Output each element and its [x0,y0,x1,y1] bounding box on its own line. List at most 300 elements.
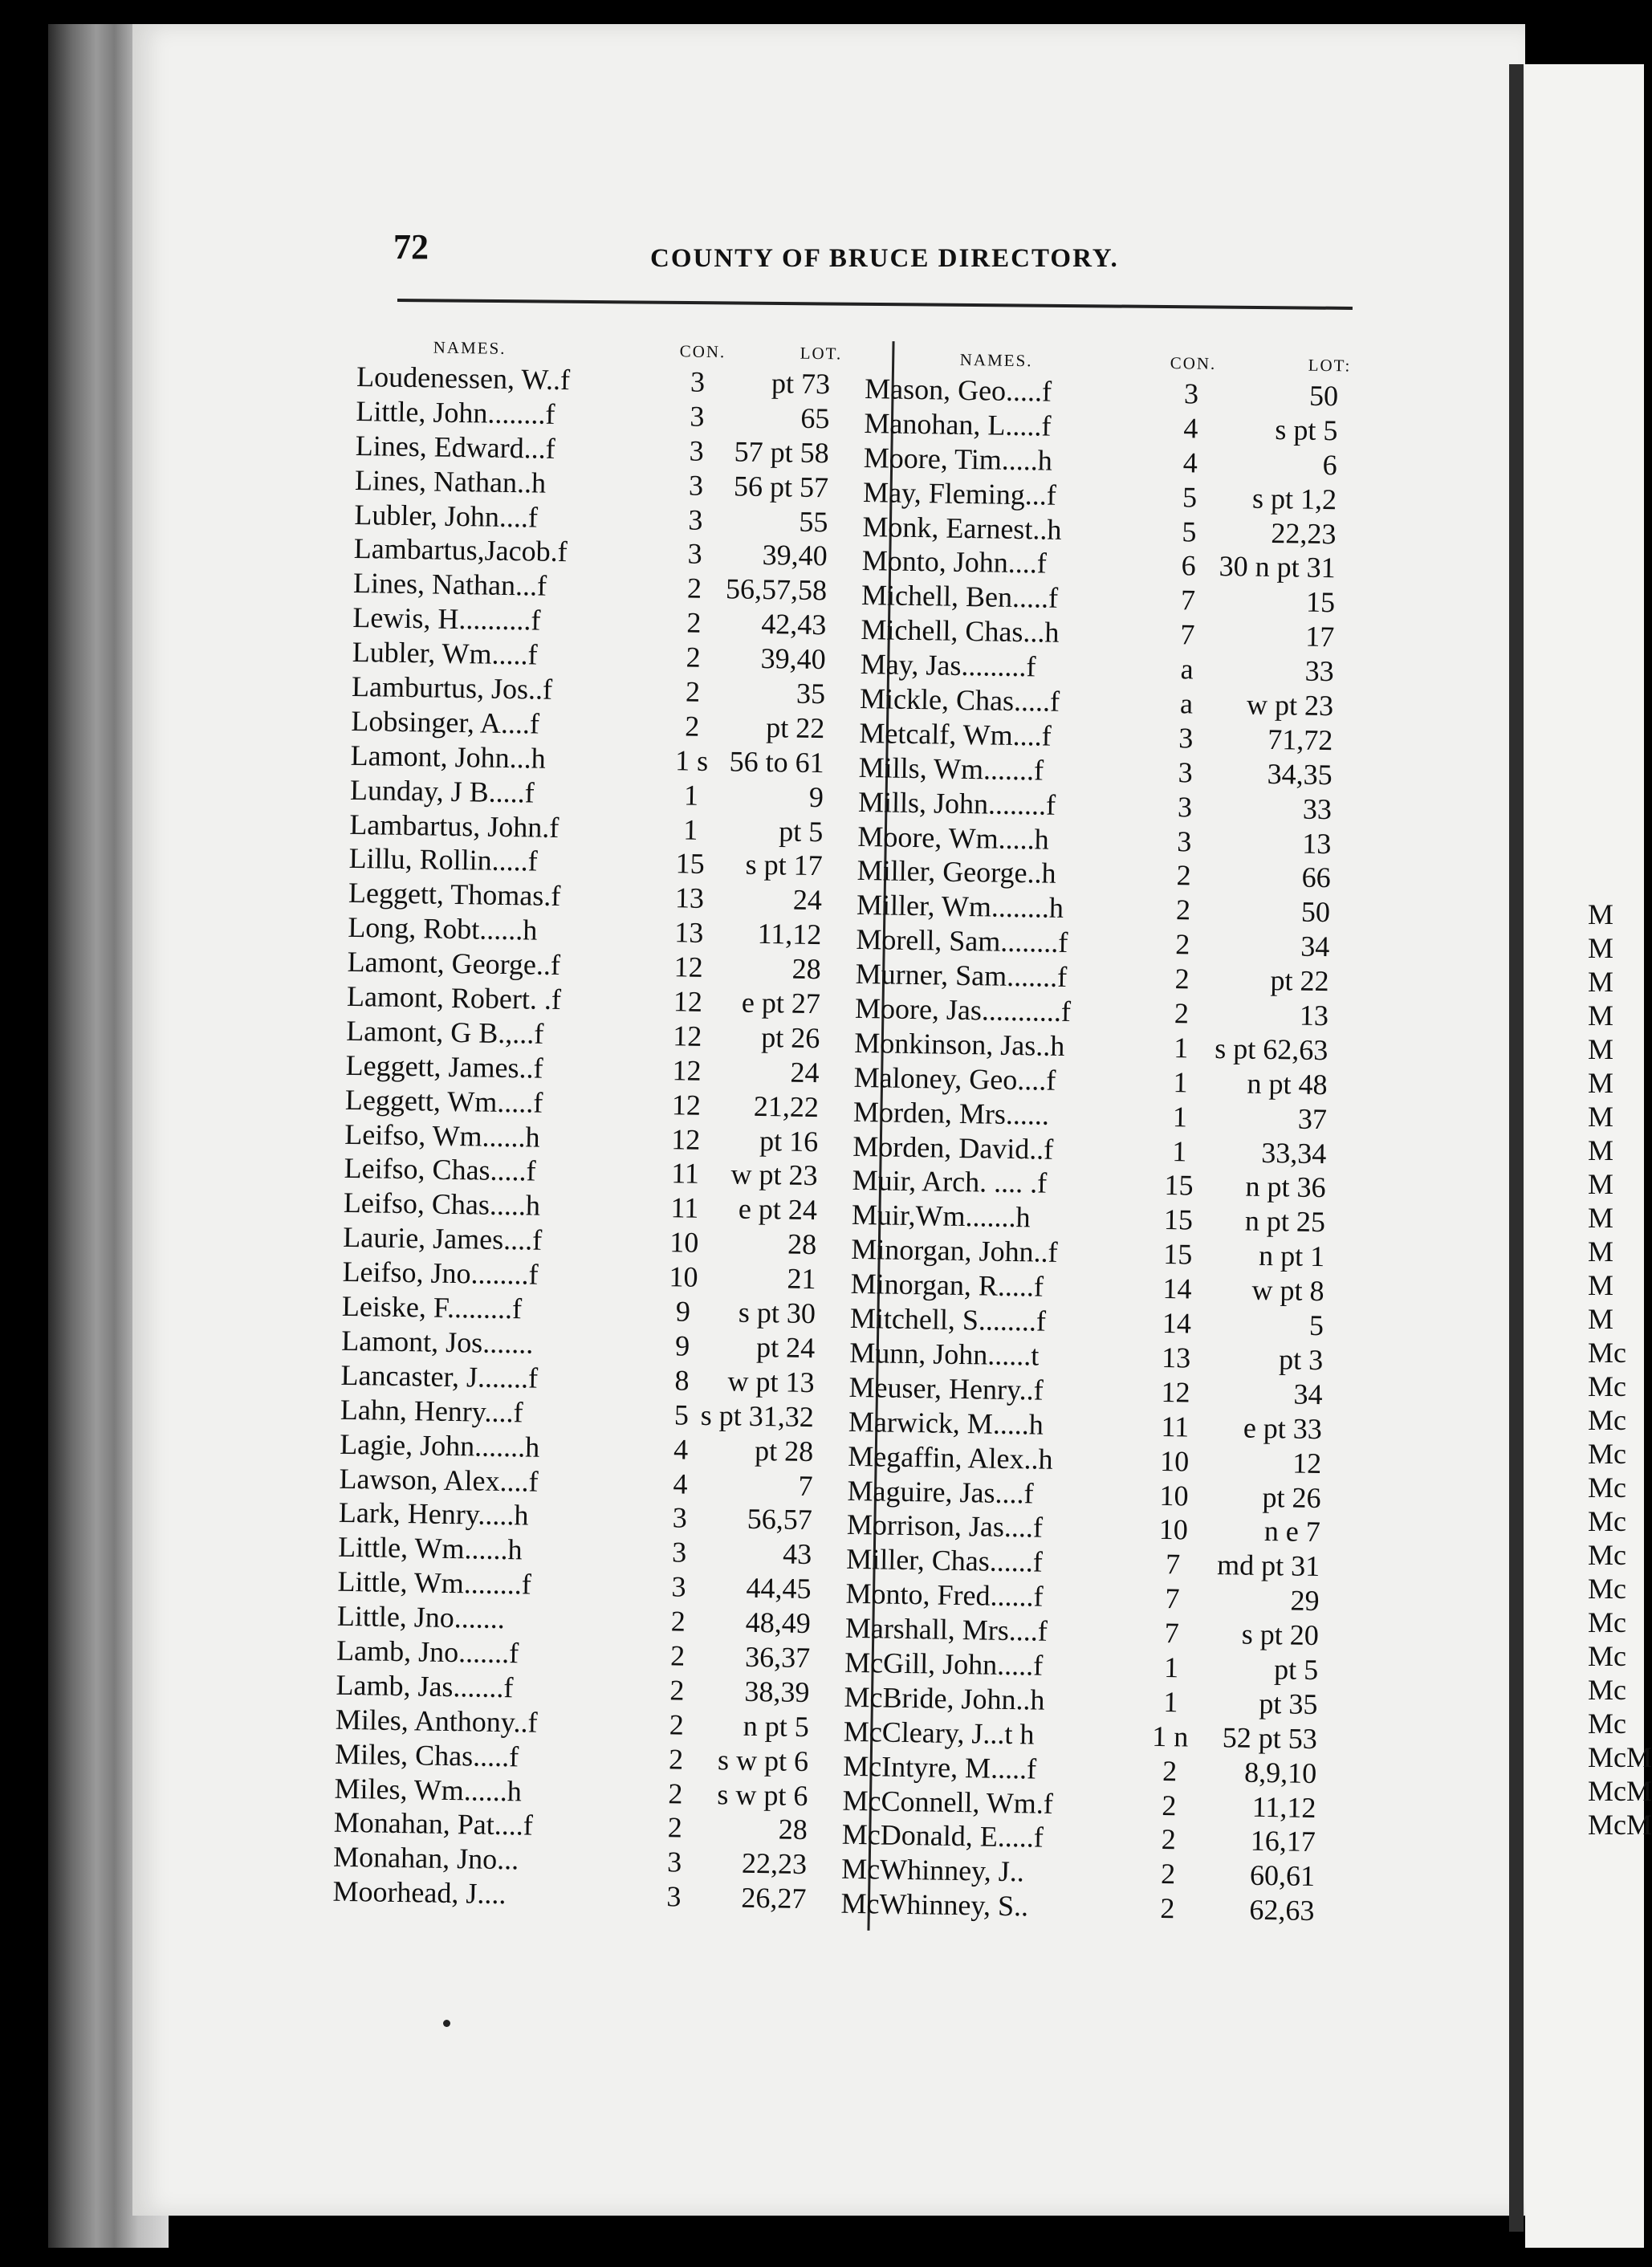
facing-page-fragment: M [1588,1067,1614,1099]
entry-lot: 55 [799,505,828,538]
facing-page-fragment: M [1588,966,1614,998]
entry-con: 6 [1181,549,1197,582]
entry-name: Loudenessen, W..f [356,360,571,397]
entry-con: 10 [1159,1479,1189,1512]
entry-con: 2 [686,641,702,674]
entry-lot: 56,57,58 [725,572,828,607]
facing-page-fragment: M [1588,1202,1614,1234]
entry-lot: pt 26 [1262,1480,1321,1514]
entry-lot: 50 [1300,895,1331,929]
entry-con: 3 [688,503,703,536]
entry-name: Monto, John....f [861,544,1048,580]
entry-con: 7 [1180,618,1195,651]
entry-con: 3 [666,1846,682,1878]
entry-name: Morell, Sam........f [856,923,1068,959]
entry-lot: pt 28 [754,1434,814,1467]
entry-lot: 33 [1302,792,1333,825]
entry-lot: pt 24 [755,1330,816,1365]
facing-page-fragment: M [1588,1269,1614,1301]
entry-name: Lobsinger, A....f [351,704,540,740]
entry-con: 2 [1162,1754,1178,1787]
entry-lot: 42,43 [761,608,827,641]
entry-name: McGill, John.....f [844,1646,1044,1682]
entry-name: Little, Wm........f [337,1565,532,1601]
entry-lot: n pt 25 [1244,1204,1326,1239]
entry-lot: 38,39 [744,1675,810,1708]
facing-page-fragment: M [1588,1168,1614,1200]
entry-name: Moore, Wm.....h [857,820,1049,856]
entry-name: Mills, Wm.......f [858,751,1044,787]
entry-name: Leggett, James..f [345,1048,543,1085]
entry-lot: 28 [778,1813,808,1846]
entry-con: 2 [667,1811,683,1844]
entry-con: 3 [687,537,703,571]
entry-con: 7 [1165,1548,1181,1581]
entry-con: 2 [670,1605,686,1638]
entry-lot: pt 3 [1278,1343,1324,1377]
entry-lot: 44,45 [746,1571,812,1606]
entry-name: Miller, Wm........h [856,889,1064,925]
entry-lot: 37 [1297,1102,1328,1135]
facing-page-fragment: M [1588,1134,1614,1166]
entry-name: Little, Jno....... [336,1599,506,1635]
entry-lot: 22,23 [741,1847,808,1881]
entry-name: Lamont, Jos....... [340,1324,534,1360]
entry-name: Lamont, John...h [350,739,547,775]
entry-lot: 17 [1305,620,1335,653]
page-header [393,217,1437,281]
facing-page-fragment: Mc [1588,1674,1626,1706]
entry-name: Laurie, James....f [342,1221,543,1257]
entry-con: 3 [1177,790,1193,824]
entry-con: 3 [688,469,704,502]
entry-lot: pt 5 [778,814,824,848]
entry-lot: 28 [787,1227,817,1261]
entry-con: 12 [670,1122,701,1156]
entry-con: 3 [1178,722,1194,755]
entry-con: 4 [673,1432,689,1466]
entry-name: McIntyre, M.....f [842,1749,1037,1785]
entry-lot: s pt 1,2 [1251,482,1337,515]
entry-name: Minorgan, John..f [850,1233,1058,1269]
entry-name: Miles, Anthony..f [335,1703,538,1739]
facing-page-fragment: Mc [1588,1404,1626,1436]
entry-name: Monkinson, Jas..h [854,1026,1065,1062]
entry-name: Maloney, Geo....f [853,1060,1056,1097]
entry-name: Megaffin, Alex..h [847,1439,1053,1475]
entry-name: Lamb, Jno.......f [336,1634,519,1670]
entry-con: 3 [671,1570,686,1603]
entry-lot: pt 5 [1273,1653,1319,1687]
lot-header: LOT. [800,343,843,364]
facing-page-fragment: Mc [1588,1539,1626,1571]
entry-name: Monk, Earnest..h [862,510,1062,546]
entry-name: Michell, Ben.....f [861,579,1059,615]
entry-con: 4 [1183,412,1198,445]
entry-name: Lamont, Robert. .f [346,979,562,1016]
entry-lot: 60,61 [1249,1859,1316,1893]
entry-name: Lubler, John....f [354,498,539,534]
entry-lot: e pt 33 [1243,1411,1323,1445]
entry-con: 5 [1182,480,1198,514]
entry-lot: 65 [800,401,830,435]
entry-con: 2 [668,1742,684,1776]
entry-con: 3 [690,400,705,433]
entry-name: Miles, Chas.....f [334,1737,519,1773]
entry-con: 13 [1161,1341,1191,1374]
page-title: COUNTY OF BRUCE DIRECTORY. [650,244,1119,273]
entry-con: 2 [1175,893,1191,926]
entry-con: 4 [673,1467,688,1500]
entry-con: 2 [1174,963,1190,995]
entry-con: 15 [1162,1238,1193,1271]
entry-lot: 39,40 [760,642,827,676]
entry-lot: s w pt 6 [717,1777,808,1812]
entry-con: 1 s [674,744,709,777]
entry-con: 1 [683,813,698,846]
entry-lot: 13 [1299,999,1329,1032]
entry-con: 1 [1173,1065,1188,1099]
facing-page-fragment: Mc [1588,1337,1626,1369]
entry-lot: 24 [792,883,823,917]
entry-con: 7 [1165,1582,1180,1615]
facing-page-fragment: M [1588,898,1614,930]
entry-name: Lambartus,Jacob.f [353,532,568,568]
entry-name: Miller, Chas......f [845,1543,1044,1578]
entry-name: Manohan, L.....f [864,406,1052,442]
entry-con: 12 [673,950,703,983]
entry-lot: 28 [791,952,821,986]
entry-con: 7 [1180,584,1196,617]
names-header: NAMES. [433,337,507,358]
entry-con: 14 [1162,1307,1192,1340]
entry-name: Lubler, Wm.....f [352,636,538,671]
con-header: CON. [679,341,726,362]
left-column [332,333,855,1917]
entry-con: 1 [683,779,699,812]
entry-con: 1 [1163,1651,1179,1684]
entry-lot: 50 [1308,379,1339,413]
entry-name: Leifso, Wm......h [344,1117,540,1154]
entry-con: 2 [1174,997,1190,1030]
entry-con: 10 [669,1226,699,1260]
entry-lot: 21,22 [753,1089,820,1123]
entry-con: 9 [675,1295,691,1328]
entry-name: McBride, John..h [844,1680,1045,1716]
entry-lot: 29 [1290,1584,1320,1618]
entry-name: Little, John........f [356,394,555,430]
lot-header: LOT: [1308,355,1352,376]
entry-con: 11 [1161,1410,1190,1443]
entry-name: Long, Robt......h [348,911,538,946]
entry-name: Muir,Wm.......h [851,1199,1031,1234]
entry-name: Lunday, J B.....f [349,773,535,809]
entry-name: Leggett, Wm.....f [344,1083,543,1119]
facing-page-fragment: Mc [1588,1707,1626,1740]
entry-lot: pt 26 [760,1020,820,1055]
entry-name: Miller, George..h [857,854,1056,890]
facing-page-fragment: M [1588,1303,1614,1335]
entry-lot: w pt 8 [1251,1273,1324,1308]
entry-lot: 33 [1304,654,1335,688]
entry-con: 10 [669,1260,698,1293]
facing-page-fragment: Mc [1588,1640,1626,1672]
entry-name: Lewis, H..........f [352,601,541,637]
entry-name: Leiske, F.........f [341,1289,523,1325]
entry-name: May, Jas.........f [860,648,1036,683]
facing-page-fragment: Mc [1588,1505,1626,1537]
entry-lot: 43 [782,1537,812,1571]
entry-con: 2 [669,1674,685,1707]
entry-lot: s pt 20 [1241,1618,1320,1652]
entry-lot: md pt 31 [1216,1549,1320,1583]
entry-lot: 33,34 [1260,1136,1327,1170]
entry-con: 2 [1161,1823,1177,1856]
entry-name: Muir, Arch. .... .f [852,1164,1048,1200]
entry-name: Lamb, Jas.......f [336,1668,514,1704]
entry-name: Lahn, Henry....f [340,1393,523,1429]
entry-lot: s pt 5 [1275,413,1338,447]
entry-lot: 15 [1305,586,1336,619]
entry-name: Lark, Henry.....h [338,1496,529,1532]
entry-con: 1 [1163,1685,1178,1719]
entry-lot: 52 pt 53 [1222,1720,1318,1755]
entry-lot: pt 73 [771,367,831,401]
entry-con: 3 [1177,824,1192,858]
facing-page-fragment: Mc [1588,1370,1626,1402]
entry-lot: w pt 23 [730,1158,818,1192]
entry-name: Lamont, George..f [347,946,561,982]
entry-con: 2 [1176,859,1191,892]
entry-name: Metcalf, Wm....f [859,716,1052,752]
entry-name: McWhinney, J.. [840,1853,1025,1888]
entry-con: 3 [1183,377,1199,410]
entry-con: 15 [1164,1169,1194,1203]
entry-lot: 5 [1308,1309,1324,1342]
entry-lot: s pt 30 [738,1296,816,1330]
entry-con: 1 [1172,1100,1188,1134]
facing-page-fragment: M [1588,1101,1614,1133]
entry-con: 11 [670,1191,699,1225]
facing-page-fragment: M [1588,1033,1614,1065]
entry-con: 12 [671,1088,702,1121]
entry-lot: n pt 36 [1245,1170,1326,1204]
facing-page-fragment: McM [1588,1809,1652,1841]
entry-name: McWhinney, S.. [840,1886,1029,1923]
entry-name: Lamont, G B.,...f [346,1014,544,1050]
entry-lot: pt 16 [759,1124,819,1158]
entry-lot: pt 22 [766,710,825,745]
entry-name: Munn, John......t [848,1336,1040,1372]
entry-con: 1 [1171,1134,1187,1168]
entry-name: Monahan, Jno... [332,1841,519,1876]
entry-lot: 11,12 [757,918,822,951]
entry-con: 5 [1182,515,1197,548]
entry-con: 13 [674,881,705,915]
entry-con: 3 [1178,755,1194,789]
facing-page-fragment: Mc [1588,1471,1626,1504]
entry-lot: n e 7 [1263,1515,1321,1549]
entry-name: McCleary, J...t h [843,1715,1035,1751]
entry-lot: 56 to 61 [729,745,824,779]
entry-con: 11 [670,1157,700,1190]
entry-con: 1 [1173,1032,1189,1064]
entry-name: Little, Wm......h [337,1531,523,1566]
entry-name: Lambartus, John.f [349,808,559,844]
entry-con: 15 [1163,1203,1194,1236]
entry-con: 2 [685,675,701,708]
entry-lot: pt 35 [1259,1687,1318,1720]
entry-name: Mills, John........f [857,785,1056,821]
entry-con: 8 [674,1364,690,1397]
entry-lot: 34 [1300,930,1330,963]
entry-name: Marshall, Mrs....f [844,1611,1048,1647]
entry-con: 3 [671,1536,687,1569]
entry-lot: 57 pt 58 [734,435,830,470]
entry-name: Morden, Mrs...... [852,1095,1050,1131]
entry-lot: e pt 24 [738,1192,818,1227]
entry-lot: 13 [1302,827,1332,860]
ink-speck [443,2020,450,2027]
facing-page-fragment: Mc [1588,1606,1626,1638]
entry-con: 12 [672,1020,702,1052]
entry-con: 12 [672,1054,702,1087]
facing-page-fragment: Mc [1588,1573,1626,1605]
entry-con: a [1179,687,1194,720]
entry-lot: 71,72 [1267,722,1333,757]
entry-name: Marwick, M.....h [848,1405,1044,1441]
entry-name: Murner, Sam.......f [855,958,1068,994]
entry-lot: n pt 1 [1258,1239,1325,1273]
entry-name: Leifso, Jno........f [342,1256,539,1291]
entry-lot: s pt 62,63 [1214,1032,1329,1067]
entry-lot: pt 22 [1270,964,1329,998]
facing-page-fragment: McM [1588,1775,1652,1807]
entry-name: Lillu, Rollin.....f [348,842,539,878]
entry-con: 2 [1160,1858,1176,1891]
con-header: CON. [1170,352,1217,373]
entry-con: 3 [689,434,705,467]
entry-lot: 9 [808,780,824,813]
entry-name: Lamburtus, Jos..f [351,670,553,706]
entry-lot: 6 [1322,448,1338,482]
entry-name: Moorhead, J.... [332,1874,507,1911]
entry-lot: 24 [790,1056,820,1089]
entry-name: Mitchell, S........f [849,1301,1047,1337]
entry-lot: 48,49 [745,1606,812,1640]
entry-name: Leggett, Thomas.f [348,877,561,913]
facing-page-fragment: M [1588,1235,1614,1268]
entry-name: Mickle, Chas.....f [859,682,1060,718]
names-header: NAMES. [959,349,1033,371]
entry-lot: 62,63 [1249,1893,1315,1927]
entry-lot: s pt 17 [745,849,823,882]
page-number: 72 [393,227,429,267]
entry-con: 15 [675,847,705,881]
entry-con: 3 [690,365,706,398]
entry-lot: w pt 13 [727,1365,815,1398]
entry-con: 2 [685,710,700,743]
entry-con: 2 [1175,928,1190,961]
entry-lot: 35 [795,677,826,710]
entry-name: Moore, Tim.....h [863,441,1053,477]
entry-con: 13 [674,916,704,950]
facing-page-fragment: Mc [1588,1438,1626,1470]
entry-lot: n pt 48 [1247,1067,1328,1101]
entry-lot: 56,57 [747,1503,813,1536]
entry-name: Mason, Geo.....f [864,372,1052,408]
entry-name: Lawson, Alex....f [339,1462,539,1498]
entry-con: 3 [672,1501,688,1535]
entry-con: 10 [1159,1444,1190,1478]
entry-lot: 56 pt 57 [733,470,829,503]
entry-con: 9 [674,1329,690,1362]
entry-lot: 8,9,10 [1243,1756,1317,1789]
entry-name: Minorgan, R.....f [850,1268,1044,1303]
entry-con: 2 [669,1708,685,1741]
entry-con: 2 [668,1777,683,1810]
entry-lot: 39,40 [762,539,828,572]
entry-con: 7 [1164,1617,1180,1650]
entry-name: Miles, Wm......h [334,1772,523,1807]
entry-name: Moore, Jas...........f [854,991,1072,1028]
entry-lot: 11,12 [1251,1790,1316,1824]
entry-con: 5 [673,1398,690,1431]
entry-name: McConnell, Wm.f [842,1784,1054,1820]
entry-name: May, Fleming...f [862,475,1057,511]
entry-name: Morrison, Jas....f [846,1508,1044,1545]
entry-name: Leifso, Chas.....h [343,1186,541,1223]
entry-con: 12 [1161,1375,1190,1409]
facing-page-fragments [1588,897,1652,1842]
entry-name: Lines, Nathan...f [352,567,547,603]
entry-lot: 26,27 [741,1881,807,1915]
entry-name: Maguire, Jas....f [847,1474,1034,1509]
entry-name: Michell, Chas...h [861,613,1060,649]
entry-name: Lines, Nathan..h [354,463,547,499]
entry-name: Lines, Edward...f [355,429,556,465]
entry-lot: 7 [798,1469,813,1502]
entry-con: 2 [686,606,702,640]
entry-lot: 66 [1301,861,1331,894]
facing-page-fragment: M [1588,932,1614,964]
entry-con: 2 [686,572,702,605]
entry-name: Morden, David..f [852,1129,1054,1166]
entry-con: 2 [1160,1892,1175,1925]
entry-con: 1 n [1152,1720,1189,1753]
entry-con: 14 [1162,1272,1192,1305]
entry-name: Lagie, John.......h [339,1427,540,1463]
entry-name: Monto, Fred......f [845,1577,1044,1613]
entry-lot: 34,35 [1267,757,1333,791]
entry-name: Monahan, Pat....f [333,1806,534,1842]
facing-page-fragment: McM [1588,1741,1652,1773]
entry-lot: 16,17 [1250,1825,1316,1858]
entry-con: 2 [669,1639,686,1672]
entry-con: a [1180,653,1194,686]
entry-lot: 30 n pt 31 [1219,550,1337,584]
entry-con: 3 [666,1880,682,1913]
entry-lot: s pt 31,32 [700,1398,815,1433]
entry-con: 2 [1162,1789,1177,1821]
entry-lot: n pt 5 [743,1709,810,1743]
entry-con: 12 [673,985,703,1018]
entry-lot: 34 [1293,1378,1323,1410]
entry-name: Meuser, Henry..f [848,1370,1044,1406]
entry-lot: s w pt 6 [717,1743,809,1777]
entry-lot: 22,23 [1271,516,1337,550]
page-gutter [1509,64,1524,2232]
